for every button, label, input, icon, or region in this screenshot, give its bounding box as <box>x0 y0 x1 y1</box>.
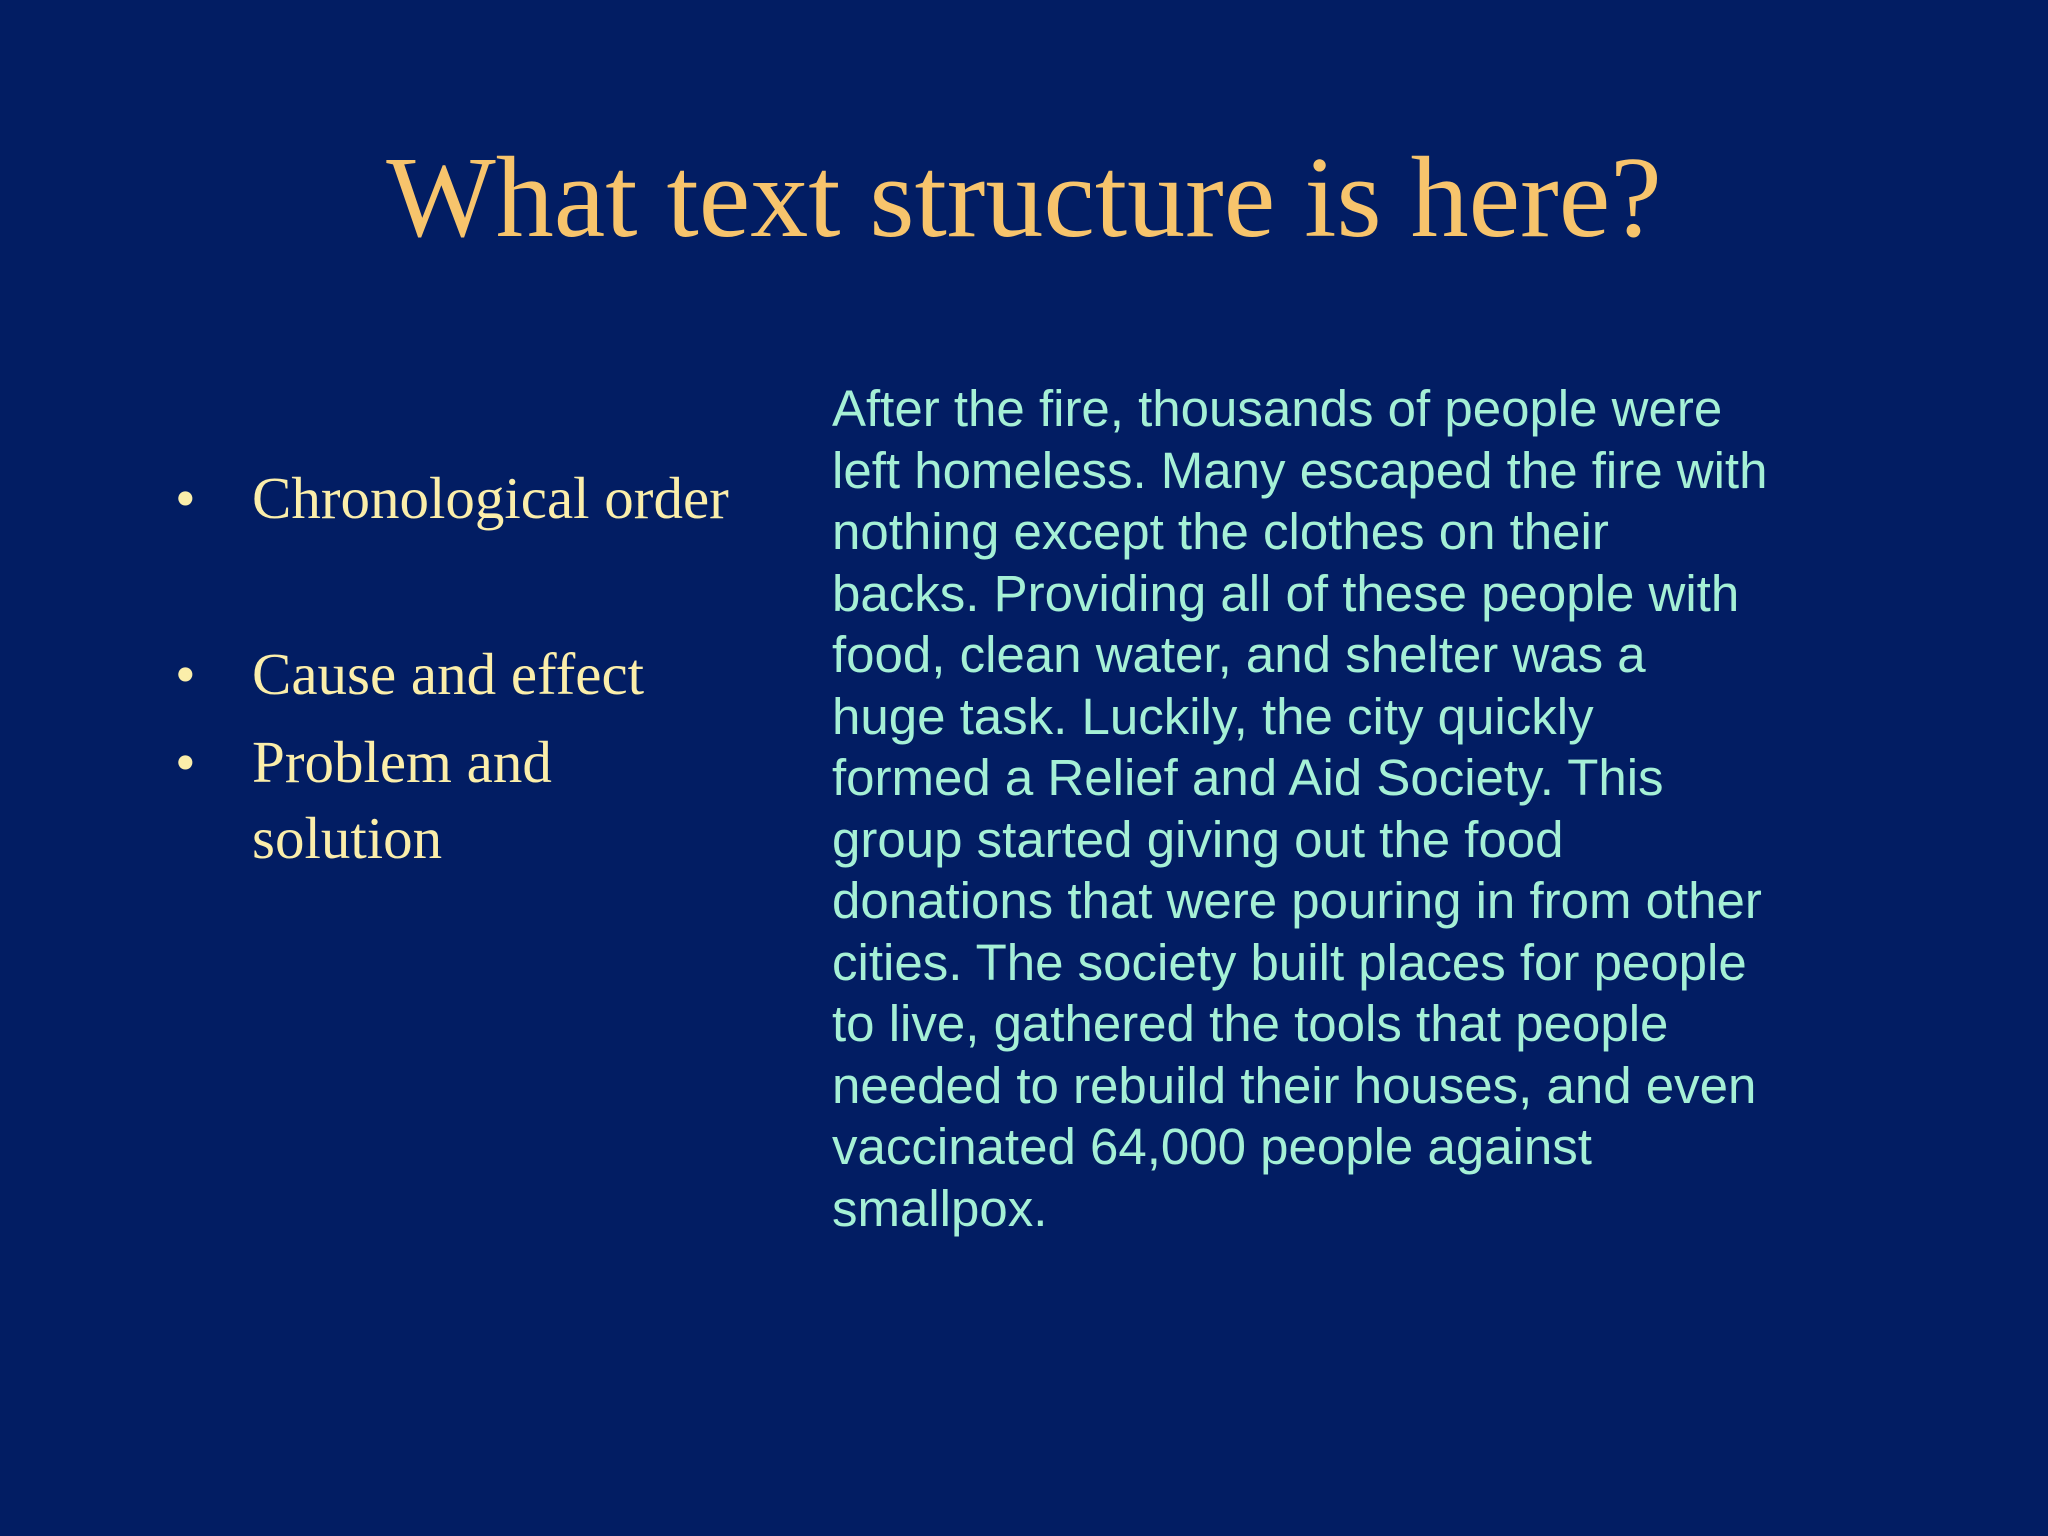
option-cause-and-effect <box>170 636 730 712</box>
option-chronological-order <box>170 460 730 536</box>
bullet-icon: • <box>175 465 196 531</box>
option-problem-and-solution <box>170 724 730 876</box>
bullet-icon: • <box>175 641 196 707</box>
option-label: Chronological order <box>252 465 729 531</box>
passage-text: After the fire, thousands of people were left homeless. Many escaped the fire with nothing except the clothes on their backs. Providing all of these people with food, clean water, and shelter was a huge task. Luckily, the city quickly formed a Relief and Aid Society. This group started giving out the food donations that were pouring in from other cities. The society built places for people to live, gathered the tools that people needed to rebuild their houses, and even vaccinated 64,000 people against smallpox. <box>832 380 1768 1237</box>
option-label: Cause and effect <box>252 641 645 707</box>
slide-title: What text structure is here? <box>386 134 1662 262</box>
option-label: Problem and solution <box>252 729 552 871</box>
answer-options-list <box>170 460 730 876</box>
bullet-icon: • <box>175 729 196 795</box>
